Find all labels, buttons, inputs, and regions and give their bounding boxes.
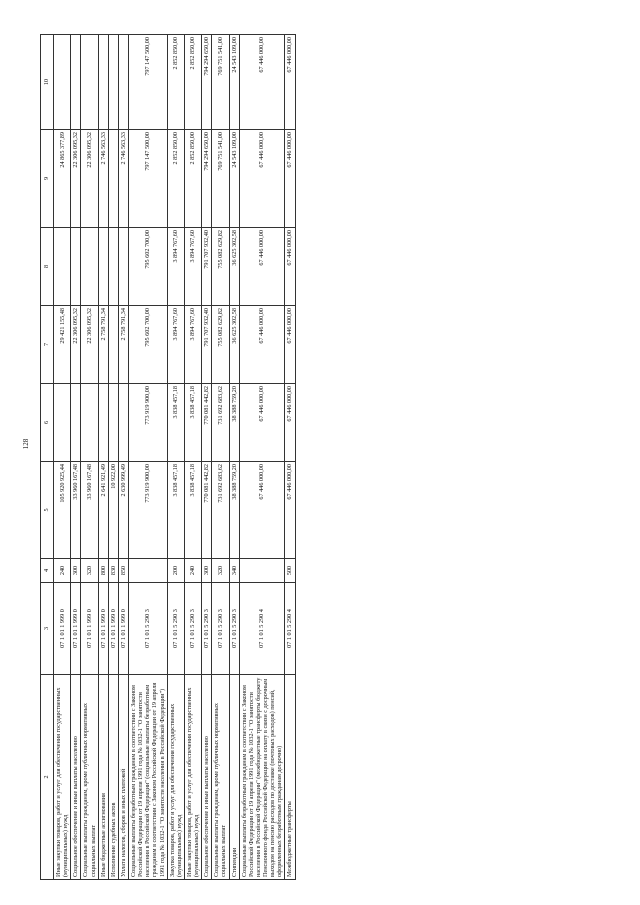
value-col-8 [71,228,81,306]
value-col-8 [54,228,71,306]
row-kvr: 240 [54,559,71,583]
value-col-6: 770 081 442,82 [202,384,212,462]
row-code: 07 1 01 5 290 3 [184,583,201,675]
value-col-7: 795 602 700,00 [129,306,168,384]
table-row [54,35,71,880]
value-col-7: 67 446 000,00 [239,306,285,384]
value-col-6 [118,384,128,462]
row-code: 07 1 01 1 999 0 [118,583,128,675]
row-code: 07 1 01 1 999 0 [71,583,81,675]
table-row [239,35,285,880]
value-col-6: 3 838 457,18 [184,384,201,462]
value-col-5: 3 838 457,18 [184,462,201,559]
row-kvr [129,559,168,583]
row-kvr: 500 [285,559,295,583]
header-cell: 9 [41,130,54,228]
value-col-6: 731 692 683,62 [212,384,229,462]
value-col-9: 67 446 000,00 [239,130,285,228]
value-col-5: 33 960 167,48 [71,462,81,559]
row-name: Стипендии [229,675,239,880]
row-kvr: 850 [118,559,128,583]
row-name: Закупка товаров, работ и услуг для обеспечения государственных (муниципальных) нужд [167,675,184,880]
header-cell: 8 [41,228,54,306]
table-row [167,35,184,880]
row-kvr: 240 [184,559,201,583]
table-row [98,35,108,880]
value-col-6: 3 838 457,18 [167,384,184,462]
table-row [229,35,239,880]
value-col-9: 769 751 541,00 [212,130,229,228]
table-row [71,35,81,880]
table-row [184,35,201,880]
value-col-10 [118,35,128,130]
value-col-7: 3 894 767,60 [184,306,201,384]
row-name: Иные закупки товаров, работ и услуг для обеспечения государственных (муниципальных) нужд [184,675,201,880]
row-name: Межбюджетные трансферты [285,675,295,880]
row-code: 07 1 01 1 999 0 [108,583,118,675]
value-col-5: 3 838 457,18 [167,462,184,559]
value-col-7: 2 758 791,34 [98,306,108,384]
row-kvr [239,559,285,583]
value-col-10: 2 852 850,00 [167,35,184,130]
budget-table-rotated [40,35,630,880]
value-col-10 [54,35,71,130]
row-name: Иные бюджетные ассигнования [98,675,108,880]
value-col-6 [54,384,71,462]
value-col-5: 38 388 759,20 [229,462,239,559]
value-col-5: 105 920 925,44 [54,462,71,559]
row-code: 07 1 01 1 999 0 [54,583,71,675]
header-cell: 4 [41,559,54,583]
value-col-10: 769 751 541,00 [212,35,229,130]
value-col-8: 67 446 000,00 [285,228,295,306]
table-row [212,35,229,880]
table-row [118,35,128,880]
value-col-8: 3 894 767,60 [184,228,201,306]
value-col-10 [98,35,108,130]
row-name: Социальные выплаты гражданам, кроме публичных нормативных социальных выплат [81,675,98,880]
value-col-7: 791 707 932,40 [202,306,212,384]
header-cell: 5 [41,462,54,559]
value-col-10: 24 543 109,00 [229,35,239,130]
row-name: Социальные выплаты безработным гражданам в соответствии с Законом Российской Федерации от 19 апреля 1991 года № 1032-1 "О занятости населения в Российской Федерации" (межбюджетные трансферты бюджету Пенсионного фонда Российской Федерации на оплату в связи с досрочным выходом на пенсию расходов по доставке (почтовых расходов) пенсий, оформленных безработным гражданам досрочно) [239,675,285,880]
row-name: Социальные выплаты безработным гражданам в соответствии с Законом Российской Федерации от 19 апреля 1991 года № 1032-1 "О занятости населения в Российской Федерации" (социальные выплаты безработным гражданам в соответствии с Законом Российской Федерации от 19 апреля 1991 года № 1032-1 "О занятости населения в Российской Федерации") [129,675,168,880]
value-col-7: 36 625 302,58 [229,306,239,384]
value-col-7: 22 306 095,32 [71,306,81,384]
row-code: 07 1 01 1 999 0 [98,583,108,675]
row-name: Исполнение судебных актов [108,675,118,880]
value-col-5: 731 692 683,62 [212,462,229,559]
value-col-7: 22 306 095,32 [81,306,98,384]
value-col-7 [108,306,118,384]
header-cell: 7 [41,306,54,384]
value-col-6 [108,384,118,462]
table-row [81,35,98,880]
value-col-5: 2 630 999,49 [118,462,128,559]
row-code: 07 1 01 5 290 3 [202,583,212,675]
value-col-10: 67 446 000,00 [239,35,285,130]
value-col-10: 794 294 650,00 [202,35,212,130]
table-row [202,35,212,880]
value-col-8: 795 602 700,00 [129,228,168,306]
value-col-5: 770 081 442,82 [202,462,212,559]
value-col-6: 773 919 900,00 [129,384,168,462]
value-col-7: 67 446 000,00 [285,306,295,384]
value-col-8: 67 446 000,00 [239,228,285,306]
value-col-9: 797 147 500,00 [129,130,168,228]
row-code: 07 1 01 5 290 3 [229,583,239,675]
row-code: 07 1 01 5 290 4 [285,583,295,675]
value-col-6 [98,384,108,462]
header-cell: 3 [41,583,54,675]
header-cell: 10 [41,35,54,130]
row-code: 07 1 01 1 999 0 [81,583,98,675]
value-col-9: 24 543 109,00 [229,130,239,228]
value-col-10: 2 852 850,00 [184,35,201,130]
value-col-6: 67 446 000,00 [239,384,285,462]
value-col-10: 67 446 000,00 [285,35,295,130]
value-col-9: 794 294 650,00 [202,130,212,228]
value-col-8: 791 707 932,40 [202,228,212,306]
value-col-7: 755 082 629,82 [212,306,229,384]
value-col-9: 24 865 377,89 [54,130,71,228]
value-col-5: 33 960 167,48 [81,462,98,559]
row-kvr: 800 [98,559,108,583]
row-kvr: 320 [212,559,229,583]
row-code: 07 1 01 5 290 3 [129,583,168,675]
row-name: Социальные выплаты гражданам, кроме публичных нормативных социальных выплат [212,675,229,880]
row-code: 07 1 01 5 290 3 [212,583,229,675]
value-col-8: 755 082 629,82 [212,228,229,306]
value-col-6: 38 388 759,20 [229,384,239,462]
value-col-9: 67 446 000,00 [285,130,295,228]
row-name: Уплата налогов, сборов и иных платежей [118,675,128,880]
row-name: Социальное обеспечение и иные выплаты населению [71,675,81,880]
table-row [129,35,168,880]
value-col-5: 67 446 000,00 [285,462,295,559]
row-name: Социальное обеспечение и иные выплаты населению [202,675,212,880]
value-col-9 [108,130,118,228]
value-col-7: 29 421 155,48 [54,306,71,384]
table-row [285,35,295,880]
budget-table [40,34,296,880]
value-col-6 [71,384,81,462]
value-col-9: 2 746 563,33 [118,130,128,228]
value-col-6 [81,384,98,462]
row-kvr: 830 [108,559,118,583]
header-cell: 2 [41,675,54,880]
row-kvr: 340 [229,559,239,583]
value-col-8 [98,228,108,306]
value-col-7: 2 758 791,34 [118,306,128,384]
value-col-8: 36 625 302,58 [229,228,239,306]
row-name: Иные закупки товаров, работ и услуг для обеспечения государственных (муниципальных) нужд [54,675,71,880]
value-col-5: 10 922,00 [108,462,118,559]
value-col-10: 797 147 500,00 [129,35,168,130]
value-col-10 [108,35,118,130]
table-body [41,35,296,880]
row-kvr: 320 [81,559,98,583]
table-row [108,35,118,880]
value-col-8 [118,228,128,306]
value-col-5: 67 446 000,00 [239,462,285,559]
header-cell: 6 [41,384,54,462]
row-kvr: 300 [202,559,212,583]
value-col-10 [71,35,81,130]
value-col-6: 67 446 000,00 [285,384,295,462]
value-col-7: 3 894 767,60 [167,306,184,384]
value-col-10 [81,35,98,130]
row-kvr: 300 [71,559,81,583]
header-row [41,35,54,880]
value-col-9: 2 746 563,33 [98,130,108,228]
value-col-9: 22 306 095,32 [81,130,98,228]
value-col-9: 22 306 095,32 [71,130,81,228]
page-number: 128 [22,438,30,450]
value-col-8 [108,228,118,306]
row-code: 07 1 01 5 290 4 [239,583,285,675]
value-col-5: 773 919 900,00 [129,462,168,559]
value-col-5: 2 641 921,49 [98,462,108,559]
row-kvr: 200 [167,559,184,583]
row-code: 07 1 01 5 290 3 [167,583,184,675]
value-col-8 [81,228,98,306]
value-col-9: 2 852 850,00 [184,130,201,228]
value-col-9: 2 852 850,00 [167,130,184,228]
value-col-8: 3 894 767,60 [167,228,184,306]
